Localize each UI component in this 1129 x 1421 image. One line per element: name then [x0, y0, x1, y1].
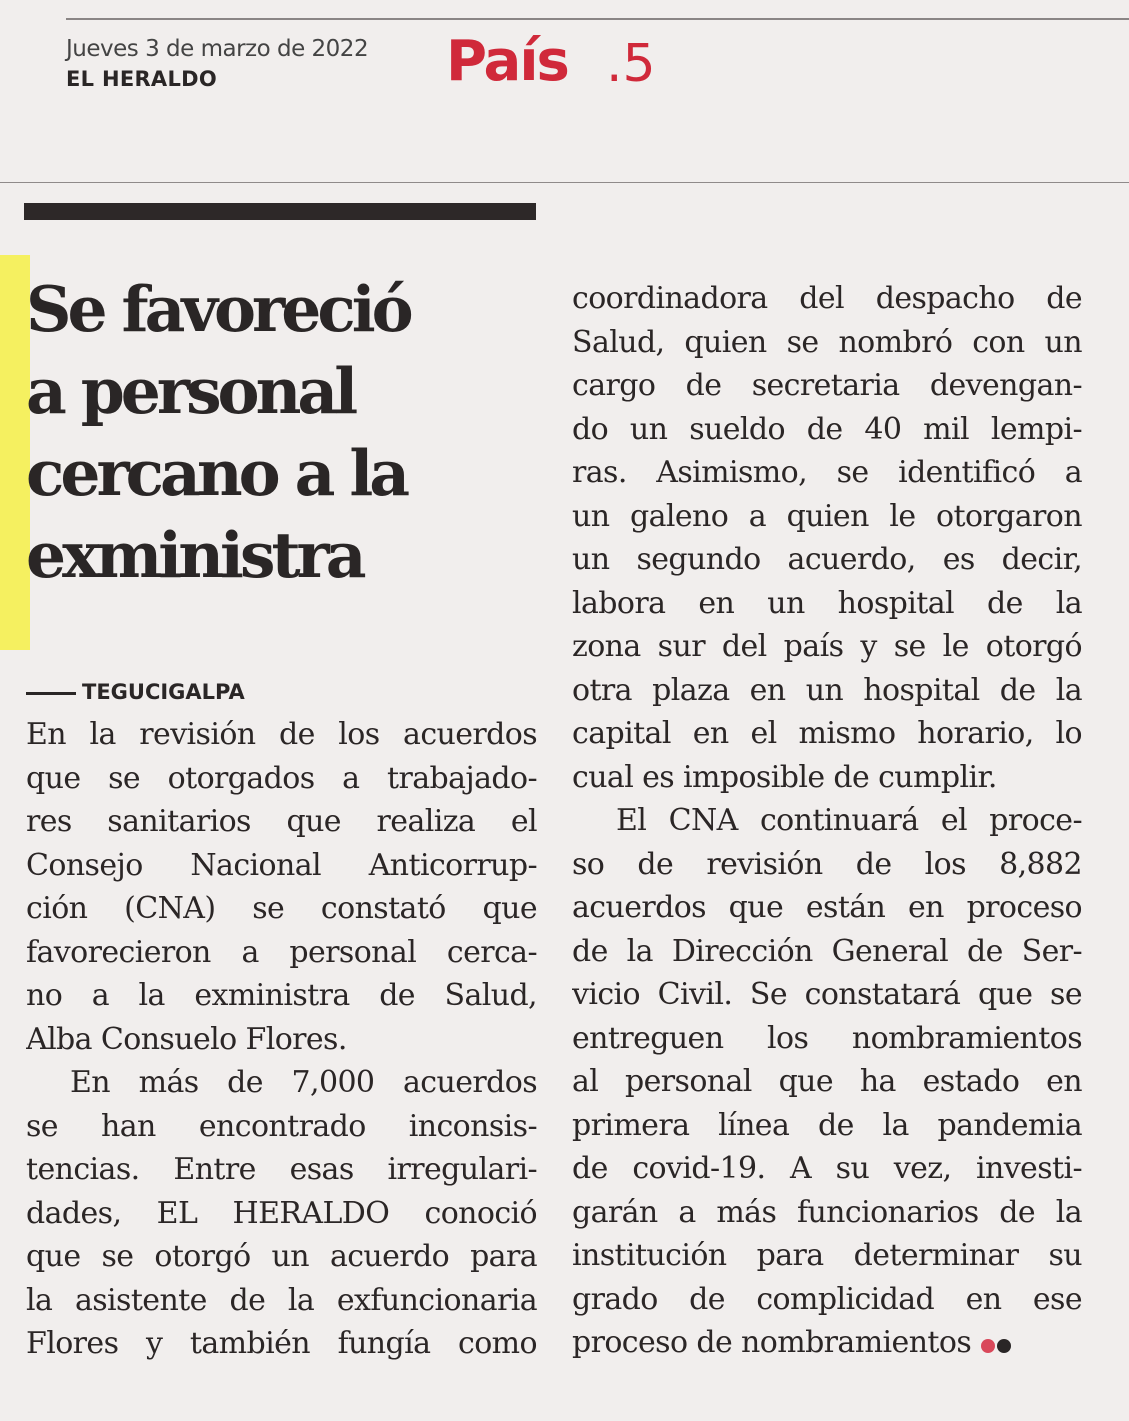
- text-line: que se otorgados a trabajado-: [26, 760, 537, 796]
- end-dot-red: [981, 1339, 995, 1353]
- issue-date: Jueves 3 de marzo de 2022: [66, 36, 369, 62]
- text-line: de la Dirección General de Ser-: [572, 933, 1082, 969]
- text-line: Salud, quien se nombró con un: [572, 324, 1082, 360]
- text-line: grado de complicidad en ese: [572, 1281, 1082, 1317]
- text-line: El CNA continuará el proce-: [616, 803, 1082, 838]
- text-line: zona sur del país y se le otorgó: [572, 629, 1082, 664]
- newspaper-name: EL HERALDO: [66, 67, 218, 91]
- text-line: entreguen los nombramientos: [572, 1020, 1082, 1056]
- text-line: Consejo Nacional Anticorrup-: [26, 847, 537, 883]
- page-number: .5: [606, 34, 656, 94]
- text-line: capital en el mismo horario, lo: [572, 716, 1082, 751]
- text-line: favorecieron a personal cerca-: [26, 934, 537, 970]
- text-line: acuerdos que están en proceso: [572, 890, 1082, 925]
- text-line: ción (CNA) se constató que: [26, 891, 537, 926]
- text-line: res sanitarios que realiza el: [26, 804, 537, 839]
- text-line: labora en un hospital de la: [572, 585, 1082, 621]
- text-line: no a la exministra de Salud,: [26, 978, 537, 1013]
- text-line: la asistente de la exfuncionaria: [26, 1282, 537, 1318]
- text-line: institución para determinar su: [572, 1238, 1082, 1273]
- text-line: se han encontrado inconsis-: [26, 1108, 537, 1144]
- text-line: primera línea de la pandemia: [572, 1107, 1082, 1143]
- end-dot-dark: [997, 1339, 1011, 1353]
- text-line: so de revisión de los 8,882: [572, 846, 1082, 882]
- headline-line: a personal: [26, 354, 355, 428]
- text-line: En más de 7,000 acuerdos: [70, 1065, 537, 1100]
- text-line: ras. Asimismo, se identificó a: [572, 455, 1082, 490]
- article-column-2: [572, 277, 1082, 1365]
- text-line: do un sueldo de 40 mil lempi-: [572, 411, 1082, 447]
- text-line: coordinadora del despacho de: [572, 281, 1082, 316]
- headline-line: exministra: [26, 518, 363, 592]
- text-line: cual es imposible de cumplir.: [572, 759, 997, 795]
- article-column-1: [26, 713, 537, 1366]
- top-rule: [66, 18, 1129, 20]
- text-line: un segundo acuerdo, es decir,: [572, 542, 1082, 577]
- section-title: País: [446, 29, 568, 94]
- end-mark-icon: [979, 1322, 1011, 1364]
- text-line: cargo de secretaria devengan-: [572, 368, 1082, 403]
- headline: [26, 268, 546, 596]
- headline-line: cercano a la: [26, 436, 407, 510]
- text-line-final: [572, 1321, 1082, 1365]
- dateline: [26, 680, 245, 704]
- dateline-text: TEGUCIGALPA: [82, 680, 245, 704]
- text-line: un galeno a quien le otorgaron: [572, 498, 1082, 534]
- text-line: que se otorgó un acuerdo para: [26, 1239, 537, 1274]
- headline-bar: [24, 203, 536, 220]
- text-line: garán a más funcionarios de la: [572, 1194, 1082, 1230]
- header-divider: [0, 182, 1129, 183]
- text-line: proceso de nombramientos: [572, 1325, 972, 1360]
- text-line: otra plaza en un hospital de la: [572, 672, 1082, 708]
- headline-line: Se favoreció: [26, 272, 410, 346]
- text-line: dades, EL HERALDO conoció: [26, 1195, 537, 1231]
- dateline-dash: [26, 692, 76, 695]
- text-line: vicio Civil. Se constatará que se: [572, 977, 1082, 1012]
- text-line: En la revisión de los acuerdos: [26, 717, 537, 752]
- text-line: Alba Consuelo Flores.: [26, 1021, 347, 1057]
- text-line: de covid-19. A su vez, investi-: [572, 1151, 1082, 1186]
- text-line: tencias. Entre esas irregulari-: [26, 1152, 537, 1187]
- text-line: al personal que ha estado en: [572, 1064, 1082, 1099]
- text-line: Flores y también fungía como: [26, 1326, 537, 1361]
